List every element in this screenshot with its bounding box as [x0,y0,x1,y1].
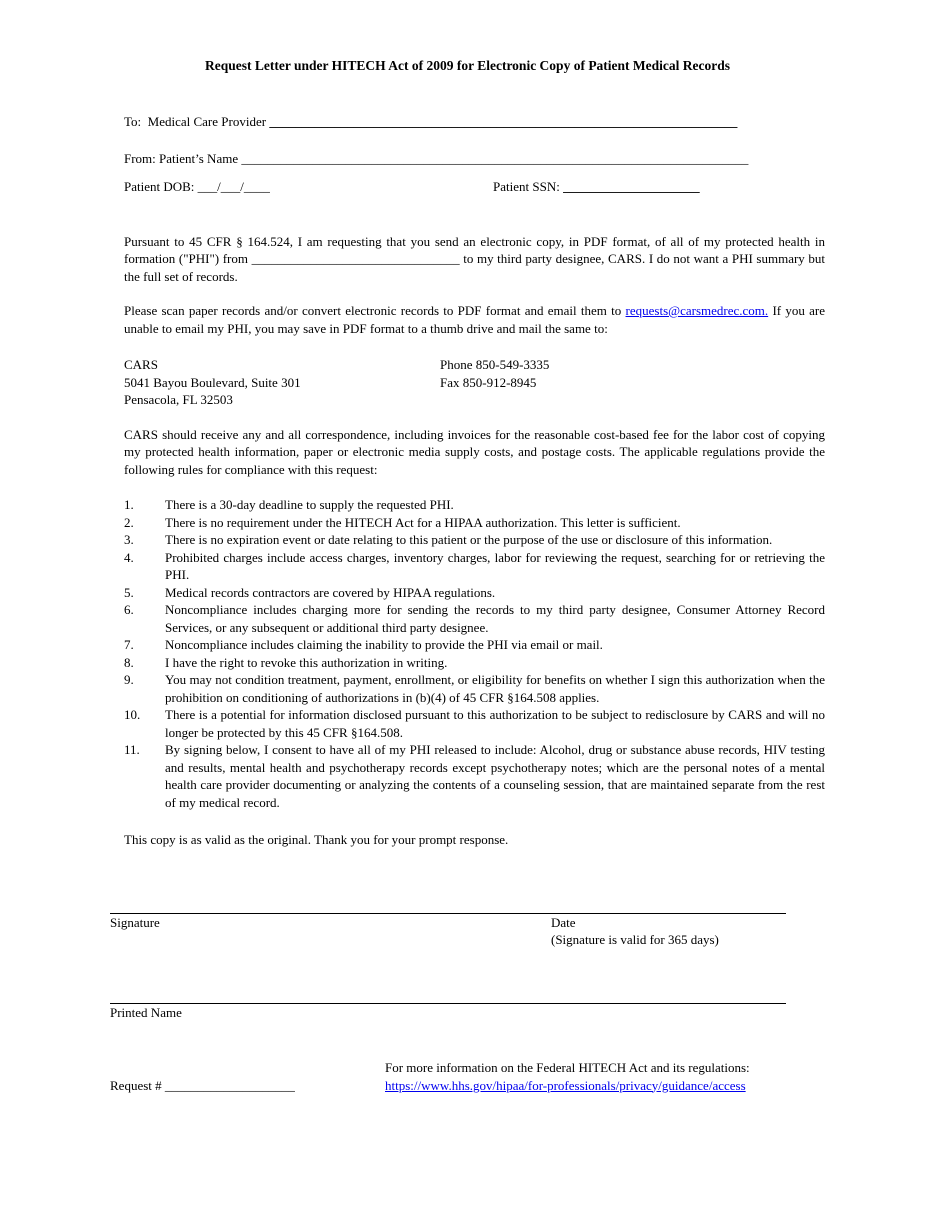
signature-label: Signature [110,914,160,930]
list-item-number: 11. [124,742,140,757]
signature-section [110,913,825,1095]
list-item-text: There is a potential for information disclosed pursuant to this authorization to be subject to redisclosure by CARS and will no longer be protected by this 45 CFR §164.508. [165,707,825,740]
contact-phone-fax [440,356,549,391]
contact-name: CARS [124,357,158,372]
paragraph-email-instructions [124,302,825,337]
list-item [124,514,825,532]
list-item-text: You may not condition treatment, payment, enrollment, or eligibility for benefits on whether I sign this authorization when the prohibition on conditioning of authorizations in (b)(4) of 45 CFR §164.508 applies. [165,672,825,705]
list-item [124,654,825,672]
dob-blank-line: ___/___/____ [197,179,270,194]
list-item [124,636,825,654]
date-label: Date [551,914,576,930]
ssn-field [493,178,700,196]
list-item-text: There is a 30-day deadline to supply the requested PHI. [165,497,454,512]
request-number-blank-line: ____________________ [164,1077,295,1093]
dob-ssn-row [124,178,825,196]
list-item [124,531,825,549]
paragraph-pursuant [124,233,825,286]
to-blank-line: ________________________________________________________________________ [269,114,738,129]
from-field-row [124,150,825,168]
contact-address-line2: Pensacola, FL 32503 [124,392,233,407]
from-blank-line: ______________________________________________________________________________ [241,150,749,166]
list-item-text: Noncompliance includes claiming the inability to provide the PHI via email or mail. [165,637,603,652]
list-item-text: I have the right to revoke this authorization in writing. [165,654,448,670]
list-item-number: 1. [124,497,134,512]
more-info-text: For more information on the Federal HITECH Act and its regulations: [385,1060,750,1075]
ssn-blank-line: _____________________ [563,179,700,194]
list-item-number: 7. [124,637,134,652]
ssn-label: Patient SSN: [493,179,564,194]
phi-source-blank-line: ________________________________ [251,251,460,266]
list-item-number: 9. [124,672,134,687]
footer-section [110,1059,825,1094]
request-number-label: Request # [110,1077,165,1093]
list-item-number: 8. [124,654,134,670]
list-item-number: 3. [124,532,134,547]
hhs-guidance-link[interactable]: https://www.hhs.gov/hipaa/for-professionals/privacy/guidance/access [385,1077,746,1093]
paragraph-pursuant-text-before: Pursuant to 45 CFR § 164.524, I am requesting that you send an electronic copy, in PDF format, of all of my protected health in formation ("PHI") from [124,233,825,266]
list-item-number: 2. [124,514,134,530]
list-item-text: By signing below, I consent to have all of my PHI released to include: Alcohol, drug or substance abuse records, HIV testing and results, mental health and psychotherapy records except psychotherapy notes; which are the personal notes of a mental health care provider documenting or analyzing the contents of a counseling session, that are maintained separate from the rest of my medical record. [165,742,825,810]
dob-label: Patient DOB: [124,179,198,194]
list-item [124,706,825,741]
closing-note: This copy is as valid as the original. Thank you for your prompt response. [124,832,509,847]
contact-fax: Fax 850-912-8945 [440,374,537,390]
list-item [124,671,825,706]
more-info-block [385,1059,825,1094]
document-title: Request Letter under HITECH Act of 2009 for Electronic Copy of Patient Medical Records [204,58,731,73]
list-item [124,549,825,584]
list-item-number: 10. [124,707,141,722]
list-item [124,601,825,636]
list-item-text: There is no expiration event or date relating to this patient or the purpose of the use or disclosure of this information. [165,532,773,547]
signature-validity-note: (Signature is valid for 365 days) [551,932,719,947]
signature-labels-row [110,914,825,932]
contact-phone: Phone 850-549-3335 [440,357,550,372]
list-item-text: Prohibited charges include access charges, inventory charges, labor for reviewing the request, searching for or retrieving the PHI. [165,549,825,582]
list-item-number: 6. [124,602,134,617]
paragraph-email-text-after: If you are unable to email my PHI, you may save in PDF format to a thumb drive and mail the same to: [124,303,826,336]
paragraph-pursuant-text-after: to my third party designee, CARS. I do not want a PHI summary but the full set of records. [124,251,826,284]
email-link[interactable]: requests@carsmedrec.com. [625,303,769,318]
paragraph-correspondence: CARS should receive any and all correspondence, including invoices for the reasonable cost-based fee for the labor cost of copying my protected health information, paper or electronic media supply costs, and postage costs. The applicable regulations provide the following rules for compliance with this request: [124,426,825,477]
document-body [0,113,935,1094]
list-item [124,496,825,514]
contact-block [124,356,825,409]
compliance-rules-list [124,496,825,811]
printed-name-label: Printed Name [110,1004,182,1020]
to-field-row [124,113,825,131]
list-item-number: 4. [124,549,134,565]
to-label: To: Medical Care Provider [124,114,270,129]
list-item-text: Medical records contractors are covered by HIPAA regulations. [165,584,496,600]
list-item [124,584,825,602]
list-item-number: 5. [124,584,134,600]
list-item-text: There is no requirement under the HITECH Act for a HIPAA authorization. This letter is sufficient. [165,514,681,530]
paragraph-email-text-before: Please scan paper records and/or convert electronic records to PDF format and email them to [124,303,622,318]
list-item [124,741,825,811]
from-label: From: Patient’s Name [124,150,242,166]
request-number-field [110,1077,295,1095]
contact-address-line1: 5041 Bayou Boulevard, Suite 301 [124,374,301,390]
list-item-text: Noncompliance includes charging more for sending the records to my third party designee, Consumer Attorney Record Services, or any subsequent or additional third party designee. [165,602,825,635]
